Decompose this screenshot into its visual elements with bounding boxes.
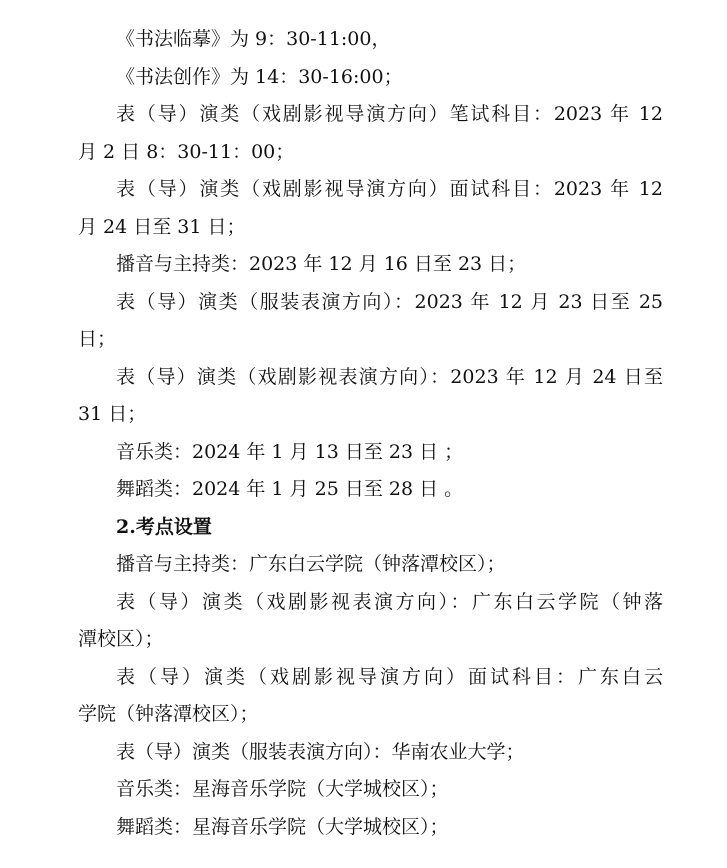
document-body	[78, 21, 663, 846]
section-heading: 2.考点设置	[116, 515, 212, 538]
paragraph-line: 播音与主持类：2023 年 12 月 16 日至 23 日；	[116, 253, 527, 275]
paragraph-line: 播音与主持类：广东白云学院（钟落潭校区）；	[116, 553, 506, 575]
paragraph-line: 月 2 日 8：30-11：00；	[78, 140, 295, 163]
paragraph-line: 表（导）演类（戏剧影视导演方向）笔试科目：2023 年 12	[116, 103, 663, 125]
paragraph-line: 月 24 日至 31 日；	[78, 215, 246, 238]
paragraph-line: 表（导）演类（戏剧影视导演方向）面试科目：广东白云	[116, 665, 663, 688]
paragraph-line: 舞蹈类：星海音乐学院（大学城校区）；	[116, 815, 449, 838]
paragraph-line: 舞蹈类：2024 年 1 月 25 日至 28 日 。	[116, 478, 464, 500]
paragraph-line: 表（导）演类（服装表演方向）：2023 年 12 月 23 日至 25	[116, 290, 663, 313]
paragraph-line: 表（导）演类（戏剧影视表演方向）：广东白云学院（钟落	[116, 590, 663, 613]
paragraph-line: 31 日；	[78, 403, 147, 425]
paragraph-line: 潭校区）；	[78, 628, 164, 650]
paragraph-line: 《书法临摹》为 9：30-11:00，	[116, 28, 391, 50]
paragraph-line: 《书法创作》为 14：30-16:00；	[116, 65, 403, 88]
paragraph-line: 学院（钟落潭校区）；	[78, 703, 259, 725]
paragraph-line: 日；	[78, 328, 117, 350]
paragraph-line: 音乐类：星海音乐学院（大学城校区）；	[116, 778, 449, 800]
paragraph-line: 表（导）演类（服装表演方向）：华南农业大学；	[116, 740, 525, 763]
paragraph-line: 音乐类：2024 年 1 月 13 日至 23 日 ；	[116, 440, 464, 463]
paragraph-line: 表（导）演类（戏剧影视导演方向）面试科目：2023 年 12	[116, 178, 663, 200]
paragraph-line: 表（导）演类（戏剧影视表演方向）：2023 年 12 月 24 日至	[116, 365, 663, 388]
